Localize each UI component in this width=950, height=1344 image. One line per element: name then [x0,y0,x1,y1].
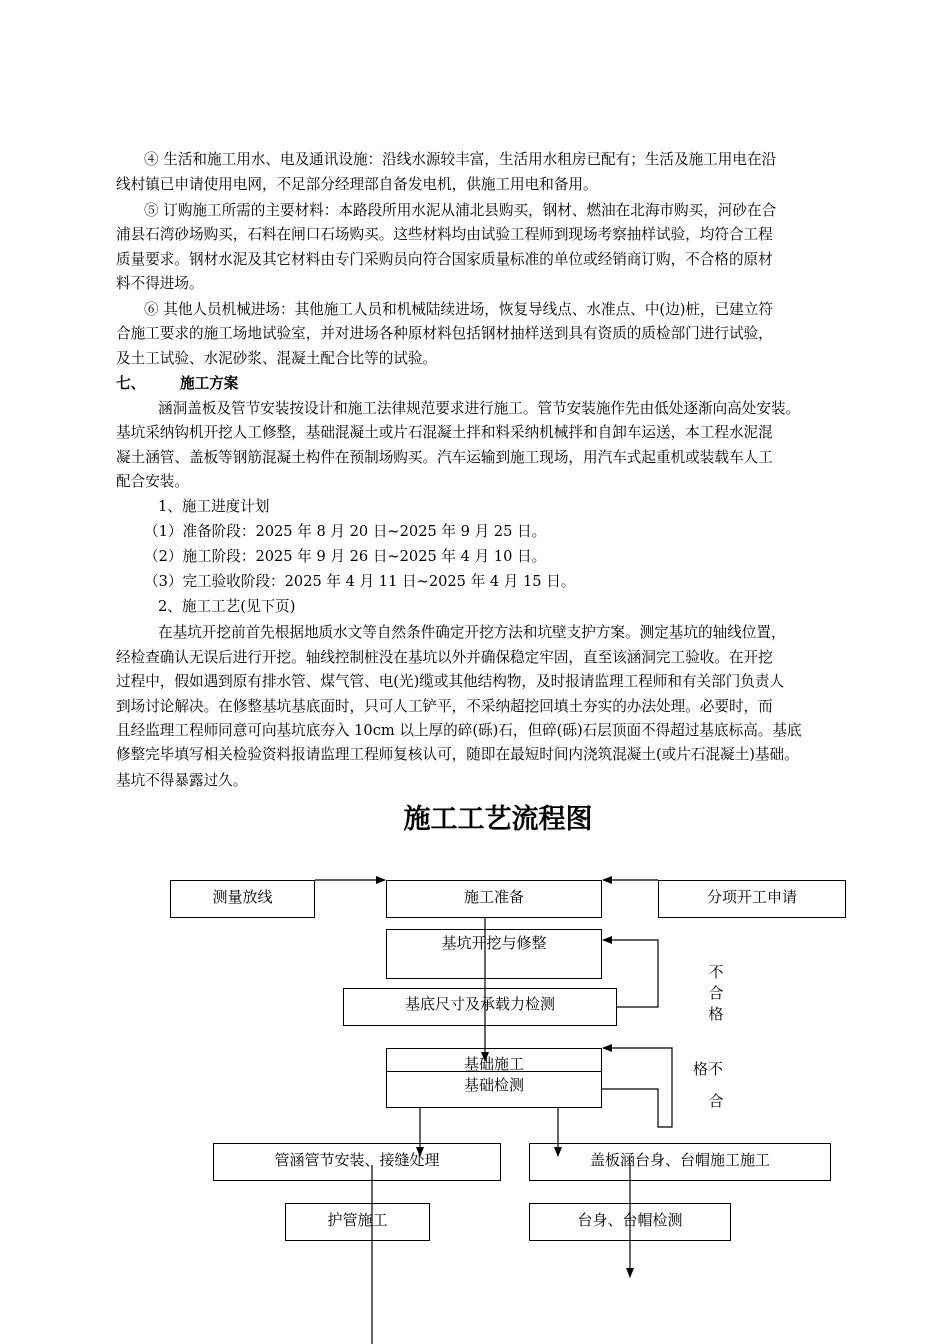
section-7-line-1: 涵洞盖板及管节安装按设计和施工法律规范要求进行施工。管节安装施作先由低处逐渐向高处安装。 [158,400,801,417]
para-4-line-2: 线村镇已申请使用电网，不足部分经理部自备发电机，供施工用电和备用。 [116,176,598,193]
box-pipe-installation: 管涵管节安装、接缝处理 [213,1143,501,1181]
process-line-4: 到场讨论解决。在修整基坑基底面时，只可人工铲平，不采纳超挖回填土夯实的办法处理。必要时，而 [116,698,773,715]
process-line-7: 基坑不得暴露过久。 [116,772,248,789]
para-6-line-1: ⑥ 其他人员机械进场：其他施工人员和机械陆续进场，恢复导线点、水准点、中(边)桩，已建立符 [144,301,773,318]
section-7-line-2: 基坑采纳钩机开挖人工修整，基础混凝土或片石混凝土拌和料采纳机械拌和自卸车运送，本工程水泥混 [116,424,773,441]
label-fail-2a: 格不 [692,1060,723,1078]
label-fail-1: 不 合 格 [708,963,724,1023]
box-abutment-check: 台身、台帽检测 [529,1203,731,1241]
para-5-line-4: 料不得进场。 [116,275,204,292]
para-6-line-2: 合施工要求的施工场地试验室，并对进场各种原材料包括钢材抽样送到具有资质的质检部门进行试验， [116,325,773,342]
box-base-inspection: 基底尺寸及承载力检测 [343,988,617,1026]
section-7-number: 七、 [116,375,146,392]
process-line-3: 过程中，假如遇到原有排水管、煤气管、电(光)缆或其他结构物，及时报请监理工程师和有关部门负责人 [116,673,785,690]
schedule-item-1: （1）准备阶段：2025 年 8 月 20 日~2025 年 9 月 25 日。 [144,523,547,540]
schedule-item-2: （2）施工阶段：2025 年 9 月 26 日~2025 年 4 月 10 日。 [144,548,547,565]
box-foundation-construction: 基础施工 [463,1055,524,1073]
process-line-6: 修整完毕填写相关检验资料报请监理工程师复核认可，随即在最短时间内浇筑混凝土(或片石混凝土)基础。 [116,746,799,763]
process-title: 2、施工工艺(见下页) [158,598,296,615]
box-construction-prep: 施工准备 [386,880,602,918]
section-7-line-4: 配合安装。 [116,473,189,490]
para-5-line-1: ⑤ 订购施工所需的主要材料：本路段所用水泥从浦北县购买，钢材、燃油在北海市购买，河砂在合 [144,202,777,219]
section-7-heading [116,372,896,396]
para-4-line-1: ④ 生活和施工用水、电及通讯设施：沿线水源较丰富，生活用水租房已配有；生活及施工用电在沿 [144,151,777,168]
box-slab-abutment: 盖板涵台身、台帽施工施工 [529,1143,831,1181]
para-6-line-3: 及土工试验、水泥砂浆、混凝土配合比等的试验。 [116,350,438,367]
box-pipe-protection: 护管施工 [285,1203,430,1241]
process-line-5: 且经监理工程师同意可向基坑底夯入 10cm 以上厚的碎(砾)石，但碎(砾)石层顶面不得超过基底标高。基底 [116,722,802,739]
box-foundation-check: 基础检测 [386,1071,602,1108]
process-line-1: 在基坑开挖前首先根据地质水文等自然条件确定开挖方法和坑壁支护方案。测定基坑的轴线位置， [158,624,786,641]
arrow-feedback-2 [602,1048,672,1127]
box-excavation: 基坑开挖与修整 [386,929,602,979]
box-start-application: 分项开工申请 [658,880,846,918]
flowchart-title: 施工工艺流程图 [403,804,593,835]
section-7-line-3: 凝土涵管、盖板等钢筋混凝土构件在预制场购买。汽车运输到施工现场，用汽车式起重机或装载车人工 [116,449,773,466]
box-survey: 测量放线 [170,880,315,918]
schedule-item-3: （3）完工验收阶段：2025 年 4 月 11 日~2025 年 4 月 15 日。 [144,573,576,590]
para-5-line-2: 浦县石湾砂场购买，石料在闸口石场购买。这些材料均由试验工程师到现场考察抽样试验，均符合工程 [116,226,773,243]
label-fail-2b: 合 [708,1092,724,1110]
para-5-line-3: 质量要求。钢材水泥及其它材料由专门采购员向符合国家质量标准的单位或经销商订购，不合格的原材 [116,251,773,268]
schedule-title: 1、施工进度计划 [158,498,270,515]
section-7-title: 施工方案 [180,375,239,392]
process-line-2: 经检查确认无误后进行开挖。轴线控制桩没在基坑以外并确保稳定牢固，直至该涵洞完工验收。在开挖 [116,649,773,666]
